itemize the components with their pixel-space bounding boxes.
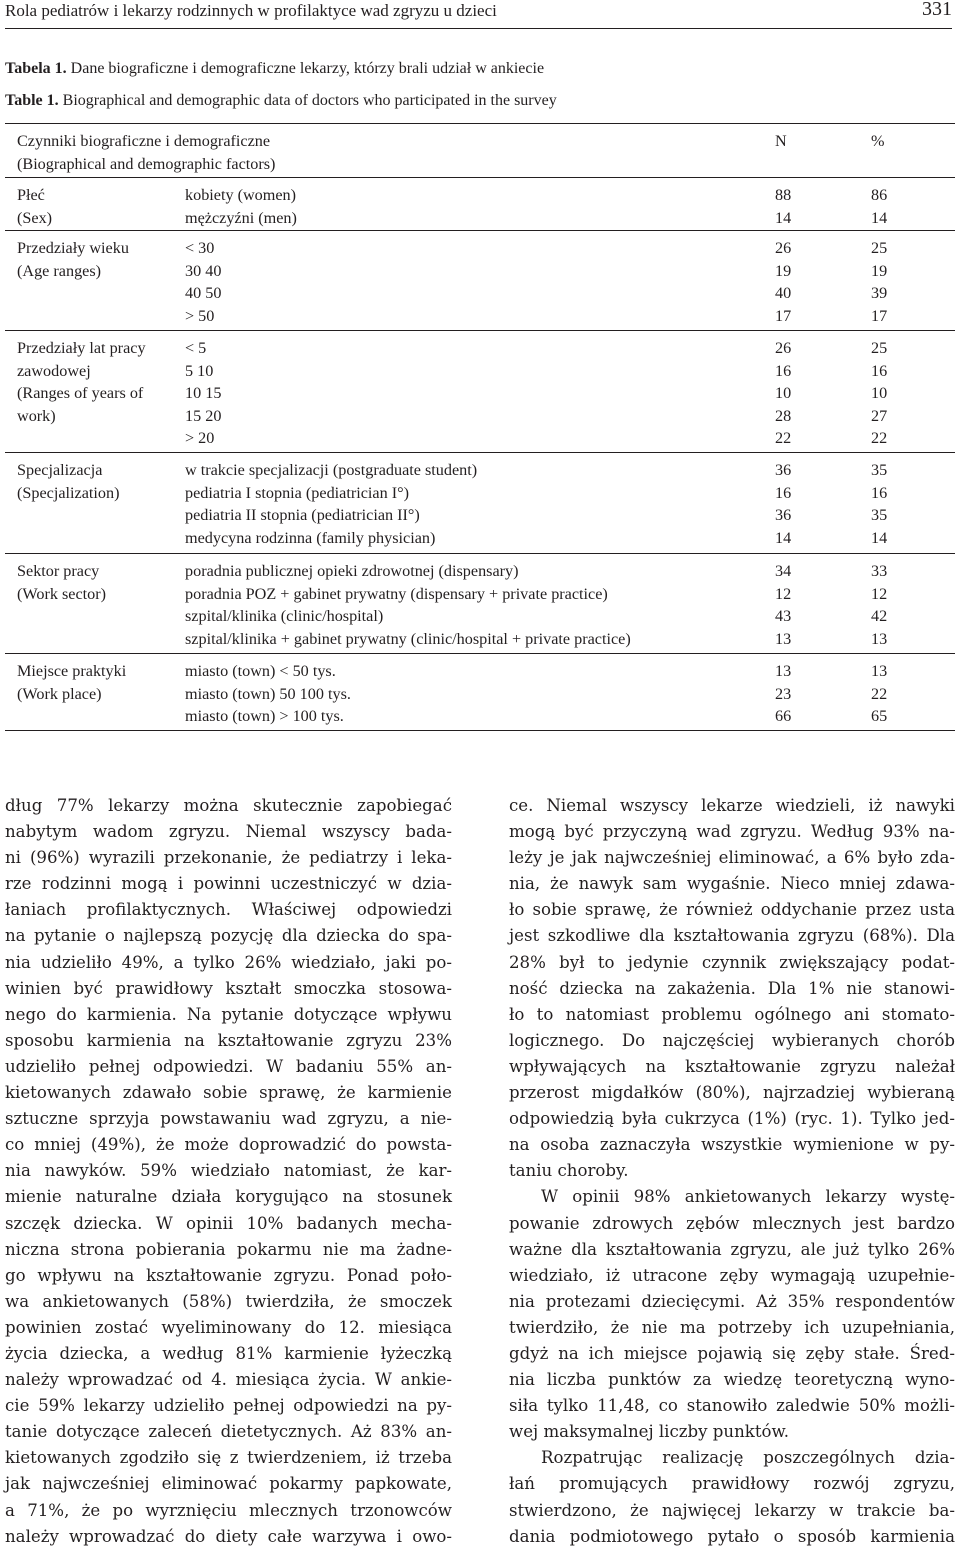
- paragraph: [5, 793, 452, 1550]
- row-pct: 10: [871, 384, 888, 403]
- text-line: ce. Niemal wszyscy lekarze wiedzieli, iż nawyki: [509, 796, 955, 815]
- row-item: miasto (town) < 50 tys.: [185, 662, 336, 680]
- text-line: na osoba zaznaczyła wszystkie wymienione w py-: [509, 1135, 955, 1155]
- row-item: szpital/klinika + gabinet prywatny (clinic/hospital + private practice): [185, 629, 631, 648]
- text-line: a 71%, że po wyrznięciu mlecznych trzonowców: [5, 1500, 452, 1520]
- table-bottom-rule: [5, 730, 955, 731]
- text-line: dania podmiotowego pytało o sposób karmienia: [509, 1526, 955, 1546]
- row-n: 43: [775, 607, 792, 626]
- row-item: 10 15: [185, 384, 222, 403]
- row-n: 13: [775, 629, 792, 648]
- text-line: przerost migdałków (80%), najrzadziej wybieraną: [509, 1083, 955, 1103]
- row-item: poradnia POZ + gabinet prywatny (dispensary + private practice): [185, 584, 608, 603]
- row-n: 36: [775, 506, 792, 525]
- row-item: 15 20: [185, 406, 222, 425]
- text-line: nia nawyków. 59% wiedziało natomiast, że kar-: [5, 1161, 452, 1181]
- row-item: w trakcie specjalizacji (postgraduate student): [185, 461, 478, 479]
- row-pct: 35: [871, 461, 888, 479]
- text-line: dług 77% lekarzy można skutecznie zapobiegać: [5, 796, 452, 815]
- text-line: co mniej (49%), że może doprowadzić do powsta-: [5, 1135, 452, 1155]
- row-item: < 30: [185, 239, 215, 257]
- row-n: 88: [775, 186, 792, 204]
- table-title-en: Biographical and demographic data of doctors who participated in the survey: [62, 92, 557, 109]
- paragraph: [509, 1445, 955, 1549]
- header-factor: Czynniki biograficzne i demograficzne: [17, 132, 271, 150]
- row-pct: 14: [871, 528, 888, 547]
- text-line: W opinii 98% ankietowanych lekarzy wystę-: [541, 1187, 955, 1207]
- group-label: Płeć: [17, 186, 45, 204]
- group-label: (Work sector): [17, 584, 107, 603]
- row-item: > 50: [185, 306, 215, 325]
- row-pct: 65: [871, 707, 888, 726]
- row-n: 13: [775, 662, 792, 680]
- row-item: < 5: [185, 339, 207, 357]
- row-pct: 39: [871, 284, 888, 303]
- text-line: cie 59% lekarzy udzieliło pełnej odpowiedzi na py-: [5, 1396, 452, 1416]
- text-line: sztuczne sprzyja powstawaniu wad zgryzu, a nie-: [5, 1109, 452, 1129]
- text-line: wej maksymalnej liczby punktów.: [509, 1422, 790, 1442]
- text-line: powanie zdrowych zębów mlecznych jest bardzo: [509, 1213, 955, 1233]
- row-item: szpital/klinika (clinic/hospital): [185, 607, 384, 626]
- group-label: Przedziały lat pracy: [17, 339, 146, 357]
- row-n: 19: [775, 261, 792, 280]
- row-pct: 13: [871, 662, 888, 680]
- text-line: należy wprowadzać do diety całe warzywa i owo-: [5, 1526, 452, 1546]
- text-line: mogą być przyczyną wad zgryzu. Według 93% na-: [509, 822, 955, 842]
- group-label: Sektor pracy: [17, 562, 100, 580]
- row-n: 66: [775, 707, 792, 726]
- text-line: tanie dotyczące zaleceń dietetycznych. Aż 83% an-: [5, 1422, 452, 1442]
- row-n: 34: [775, 562, 792, 580]
- text-line: mienie naturalne działa korygująco na stosunek: [5, 1187, 452, 1207]
- row-n: 28: [775, 406, 792, 425]
- text-line: udzieliło pełnej odpowiedzi. W badaniu 55% an-: [5, 1056, 452, 1076]
- row-n: 36: [775, 461, 792, 479]
- row-n: 17: [775, 306, 792, 325]
- text-line: wa ankietowanych (58%) twierdziła, że smoczek: [5, 1291, 452, 1311]
- text-line: wpływających na kształtowanie zgryzu należał: [509, 1056, 955, 1076]
- row-pct: 16: [871, 483, 888, 502]
- text-line: logicznego. Do najczęściej wybieranych chorób: [509, 1030, 955, 1050]
- row-pct: 22: [871, 684, 888, 703]
- text-line: taniu choroby.: [509, 1161, 629, 1181]
- text-line: nia protezami dziecięcymi. Aż 35% respondentów: [509, 1291, 955, 1311]
- row-n: 16: [775, 361, 792, 380]
- text-line: nia liczba punktów za wiedzę teoretyczną wyno-: [509, 1370, 955, 1390]
- text-line: ważne dla kształtowania zgryzu, ale już tylko 26%: [509, 1239, 955, 1259]
- row-n: 23: [775, 684, 792, 703]
- running-head-title: Rola pediatrów i lekarzy rodzinnych w profilaktyce wad zgryzu u dzieci: [5, 1, 497, 20]
- row-item: pediatria II stopnia (pediatrician II°): [185, 506, 420, 525]
- body-column-right: [509, 793, 955, 1550]
- table-caption-en: [5, 91, 557, 111]
- row-item: poradnia publicznej opieki zdrowotnej (dispensary): [185, 562, 519, 580]
- row-pct: 14: [871, 208, 888, 227]
- row-pct: 86: [871, 186, 888, 204]
- text-line: łaniach profilaktycznych. Właściwej odpowiedzi: [5, 900, 452, 920]
- row-pct: 42: [871, 607, 888, 626]
- row-n: 14: [775, 528, 792, 547]
- text-line: należy wprowadzać od 4. miesiąca życia. W ankie-: [5, 1370, 452, 1390]
- text-line: kietowanych zgodziło się z twierdzeniem, iż trzeba: [5, 1448, 452, 1468]
- text-line: 28% był to jedynie czynnik zwiększający podat-: [509, 952, 955, 972]
- text-line: wiedziało, iż utracone zęby wymagają uzupełnie-: [509, 1265, 955, 1285]
- text-line: nia, że nawyk sam wygaśnie. Nieco mniej zdawa-: [509, 874, 955, 894]
- group-rule: [5, 452, 955, 453]
- row-item: 30 40: [185, 261, 222, 280]
- text-line: stwierdzono, że najwięcej lekarzy w trakcie ba-: [509, 1500, 955, 1520]
- row-pct: 25: [871, 239, 888, 257]
- text-line: twierdziło, że nie ma potrzeby ich uzupełniania,: [509, 1317, 955, 1337]
- row-pct: 35: [871, 506, 888, 525]
- row-n: 26: [775, 239, 792, 257]
- text-line: go wpływu na kształtowanie zgryzu. Ponad poło-: [5, 1265, 452, 1285]
- paragraph: [509, 793, 955, 1184]
- text-line: powinien zostać wyeliminowany do 12. miesiąca: [5, 1317, 452, 1337]
- text-line: sposobu karmienia na kształtowanie zgryzu 23%: [5, 1030, 452, 1050]
- text-line: nabytym wadom zgryzu. Niemal wszyscy bada-: [5, 822, 452, 842]
- group-rule: [5, 653, 955, 654]
- page-number: 331: [922, 0, 952, 20]
- row-item: 5 10: [185, 361, 214, 380]
- text-line: niczna strona pobierania pokarmu nie ma żadne-: [5, 1239, 452, 1259]
- group-label: (Specjalization): [17, 483, 120, 502]
- text-line: ło sobie sprawę, że również oddychanie przez usta: [509, 900, 955, 920]
- group-label: Specjalizacja: [17, 461, 103, 479]
- group-label: work): [17, 406, 56, 425]
- group-rule: [5, 330, 955, 331]
- row-n: 22: [775, 429, 792, 448]
- body-column-left: [5, 793, 452, 1550]
- table-caption-pl: [5, 59, 544, 79]
- row-n: 12: [775, 584, 792, 603]
- row-item: miasto (town) 50 100 tys.: [185, 684, 351, 703]
- row-item: pediatria I stopnia (pediatrician I°): [185, 483, 410, 502]
- row-n: 14: [775, 208, 792, 227]
- text-line: nia udzieliło 49%, a tylko 26% wiedziało, jaki po-: [5, 952, 452, 972]
- group-label: (Ranges of years of: [17, 384, 144, 403]
- group-label: Miejsce praktyki: [17, 662, 127, 680]
- text-line: ni (96%) wyrazili przekonanie, że pediatrzy i leka-: [5, 848, 452, 868]
- row-item: medycyna rodzinna (family physician): [185, 528, 436, 547]
- group-rule: [5, 230, 955, 231]
- text-line: na pytanie o najlepszą pozycję dla dziecka do spa-: [5, 926, 452, 946]
- group-rule: [5, 553, 955, 554]
- text-line: życia dziecka, a według 81% karmienie łyżeczką: [5, 1343, 452, 1363]
- paragraph: [509, 1184, 955, 1445]
- row-pct: 13: [871, 629, 888, 648]
- row-item: 40 50: [185, 284, 222, 303]
- row-pct: 25: [871, 339, 888, 357]
- row-item: miasto (town) > 100 tys.: [185, 707, 344, 726]
- group-label: zawodowej: [17, 361, 91, 380]
- table-top-rule: [5, 123, 955, 124]
- text-line: nego do karmienia. Na pytanie dotyczące wpływu: [5, 1004, 452, 1024]
- row-n: 26: [775, 339, 792, 357]
- row-pct: 33: [871, 562, 888, 580]
- text-line: jak najwcześniej eliminować pokarmy papkowate,: [5, 1474, 452, 1494]
- text-line: ność dziecka na zakażenia. Dla 1% nie stanowi-: [509, 978, 955, 998]
- row-item: kobiety (women): [185, 186, 297, 204]
- group-label: Przedziały wieku: [17, 239, 129, 257]
- row-n: 10: [775, 384, 792, 403]
- row-pct: 27: [871, 406, 888, 425]
- row-pct: 16: [871, 361, 888, 380]
- text-line: szczęk dziecka. W opinii 10% badanych mecha-: [5, 1213, 452, 1233]
- text-line: Rozpatrując realizację poszczególnych dzia-: [541, 1448, 955, 1468]
- text-line: jest szkodliwe dla kształtowania zgryzu (68%). Dla: [509, 926, 955, 946]
- table-label-en: Table 1.: [5, 92, 59, 109]
- table-label-pl: Tabela 1.: [5, 60, 67, 77]
- text-line: ło to natomiast problemu ogólnego ani stomato-: [509, 1004, 955, 1024]
- header-factor-en: (Biographical and demographic factors): [17, 154, 276, 173]
- group-label: (Age ranges): [17, 261, 102, 280]
- text-line: rze rodzinni mogą i powinni uczestniczyć w dzia-: [5, 874, 452, 894]
- group-label: (Sex): [17, 208, 53, 227]
- row-n: 16: [775, 483, 792, 502]
- row-pct: 19: [871, 261, 888, 280]
- row-item: mężczyźni (men): [185, 208, 297, 227]
- group-label: (Work place): [17, 684, 102, 703]
- text-line: winien być prawidłowy kształt smoczka stosowa-: [5, 978, 452, 998]
- text-line: łań promujących prawidłowy rozwój zgryzu,: [509, 1474, 955, 1494]
- row-item: > 20: [185, 429, 215, 448]
- text-line: odpowiedzią była cukrzyca (1%) (ryc. 1). Tylko jed-: [509, 1109, 955, 1129]
- text-line: siła tylko 11,48, co stanowiło zaledwie 50% możli-: [509, 1396, 955, 1416]
- text-line: kietowanych zdawało sobie sprawę, że karmienie: [5, 1083, 452, 1103]
- table-title-pl: Dane biograficzne i demograficzne lekarzy, którzy brali udział w ankiecie: [70, 60, 545, 77]
- header-pct: %: [871, 132, 885, 150]
- row-pct: 17: [871, 306, 888, 325]
- group-rule: [5, 177, 955, 178]
- header-n: N: [775, 132, 787, 150]
- row-pct: 22: [871, 429, 888, 448]
- text-line: leży je jak najwcześniej eliminować, a 6% było zda-: [509, 848, 955, 868]
- text-line: gdyż na ich miejsce pojawią się zęby stałe. Śred-: [509, 1343, 955, 1363]
- row-n: 40: [775, 284, 792, 303]
- row-pct: 12: [871, 584, 888, 603]
- running-head: [5, 0, 952, 29]
